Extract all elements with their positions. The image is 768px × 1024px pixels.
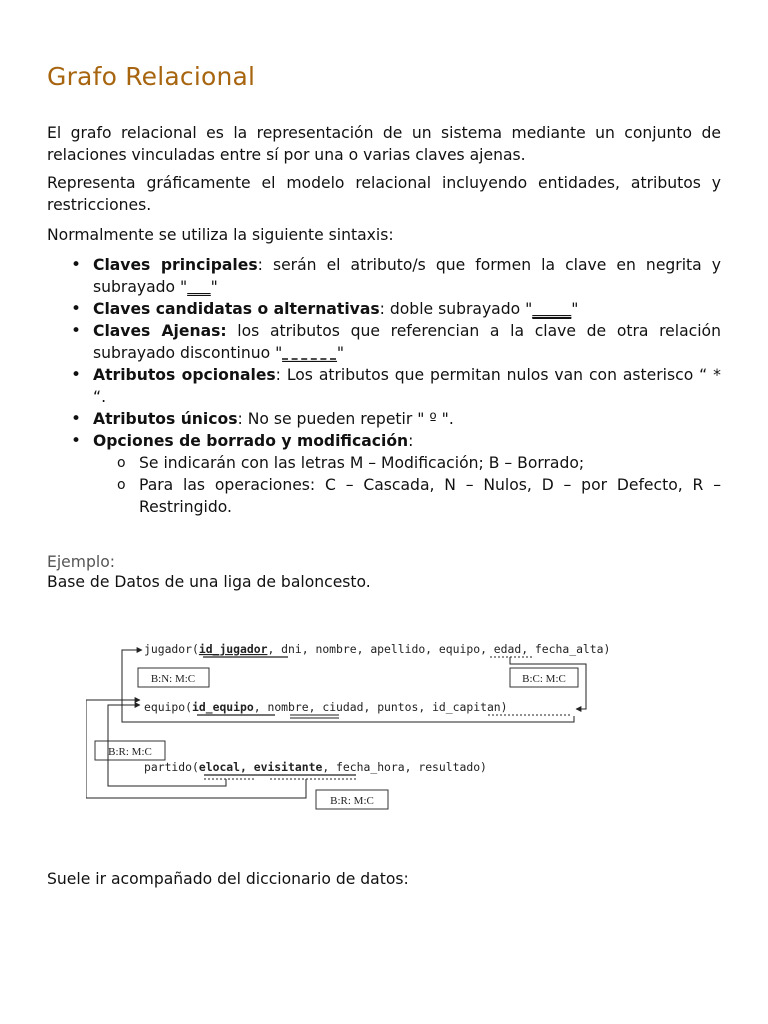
attributes: , fecha_hora, resultado) [322,760,487,774]
constraint-label: B:R: M:C [108,746,152,758]
item-text: : [408,432,414,450]
primary-key: elocal, evisitante [198,760,323,774]
term: Opciones de borrado y modificación [93,432,409,450]
attributes: , ciudad, puntos, [308,700,433,714]
primary-key: id_jugador [198,642,268,656]
item-text: : serán el atributo/s que formen la clave en negrita y subrayado " [93,256,721,296]
relation-name: partido( [144,760,199,774]
item-text: : Los atributos que permitan nulos van con asterisco “ * “. [93,366,721,406]
relation-name: equipo( [144,700,193,714]
primary-key: id_equipo [192,700,254,714]
term: Atributos únicos [93,410,238,428]
relation-partido [144,760,487,774]
example-text: Base de Datos de una liga de baloncesto. [47,573,371,591]
list-item-claves-principales [47,254,721,298]
constraint-label: B:R: M:C [330,795,374,807]
item-text: " [336,344,345,362]
sub-list-item-operaciones: o Para las operaciones: C – Cascada, N – Nulos, D – por Defecto, R – Restringido. [93,474,721,518]
paragraph-syntax-intro: Normalmente se utiliza la siguiente sintaxis: [47,226,394,244]
relation-equipo [144,700,508,715]
term: Atributos opcionales [93,366,276,384]
relation-name: jugador( [144,642,199,656]
list-item-claves-candidatas [47,298,721,320]
relation-jugador [144,642,610,657]
term: Claves Ajenas: [93,322,227,340]
item-text: : doble subrayado " [379,300,533,318]
foreign-key: equipo [438,642,481,656]
candidate-key: nombre [267,700,309,714]
term: Claves principales [93,256,258,274]
term: Claves candidatas o alternativas [93,300,380,318]
attributes: , dni, nombre, apellido, [267,642,439,656]
item-text: " [571,300,579,318]
paragraph-representation: Representa gráficamente el modelo relacional incluyendo entidades, atributos y restricciones. [47,174,721,214]
syntax-list [47,254,721,518]
item-text: " [210,278,218,296]
item-text: los atributos que referencian a la clave de otra relación subrayado discontinuo " [93,322,721,362]
attributes: , edad, fecha_alta) [480,642,611,656]
paragraph-definition: El grafo relacional es la representación de un sistema mediante un conjunto de relaciones vinculadas entre sí por una o varias claves ajenas. [47,124,721,164]
foreign-key: id_capitan [432,700,501,714]
separator: , [253,700,268,714]
constraint-label: B:N: M:C [150,673,196,685]
constraint-label: B:C: M:C [522,673,566,685]
relational-graph-diagram [86,630,706,820]
list-item-atributos-unicos [47,408,721,430]
double-underline-sample: _____ [532,300,572,318]
attributes: ) [500,700,508,714]
example-label: Ejemplo: [47,553,115,571]
sub-list [93,452,721,518]
dashed-underline-sample: _______ [282,344,337,362]
item-text: : No se pueden repetir " º ". [237,410,454,428]
list-item-opciones-borrado [47,430,721,518]
list-item-claves-ajenas [47,320,721,364]
footer-text: Suele ir acompañado del diccionario de datos: [47,870,409,888]
sub-list-item-letras: o Se indicarán con las letras M – Modificación; B – Borrado; [93,452,721,474]
page-title: Grafo Relacional [47,62,256,91]
list-item-atributos-opcionales [47,364,721,408]
underline-sample: ___ [187,278,211,296]
